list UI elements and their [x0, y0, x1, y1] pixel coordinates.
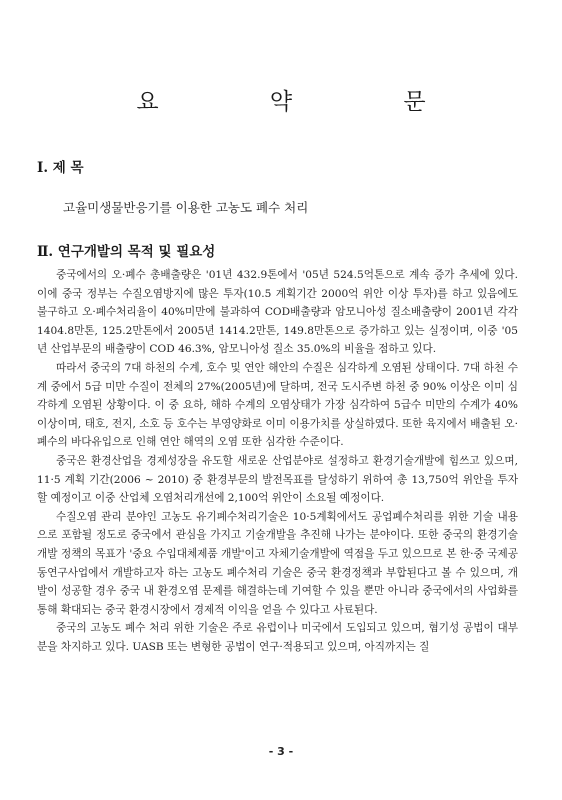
paragraph: 수질오염 관리 분야인 고농도 유기폐수처리기술은 10·5계획에서도 공업폐수처리를 위한 기술 내용으로 포함될 정도로 중국에서 관심을 가지고 기술개발을 추진해 나가는 분야이다. 또한 중국의 환경기술 개발 정책의 목표가 '중요 수입대체제품 개발'이고 자체기술개발에 역점을 두고 있으므로 본 한·중 국제공동연구사업에서 개발하고자 하는 고농도 폐수처리 기술은 중국 환경정책과 부합된다고 볼 수 있으며, 개발이 성공할 경우 중국 내 환경오염 문제를 해결하는데 기여할 수 있을 뿐만 아니라 중국에서의 사업화를 통해 확대되는 중국 환경시장에서 경제적 이익을 얻을 수 있다고 사료된다. [37, 510, 518, 616]
section-heading-purpose: Ⅱ. 연구개발의 목적 및 필요성 [37, 244, 216, 260]
research-subject: 고율미생물반응기를 이용한 고농도 폐수 처리 [63, 200, 309, 215]
page-title: 요 약 문 [136, 89, 478, 115]
paragraph: 따라서 중국의 7대 하천의 수계, 호수 및 연안 해안의 수질은 심각하게 오염된 상태이다. 7대 하천 수계 중에서 5급 미만 수질이 전체의 27%(2005년)에 달하며, 전국 도시주변 하천 중 90% 이상은 이미 심각하게 오염된 상황이다. 이 중 요하, 해하 수계의 오염상태가 가장 심각하여 5급수 미만의 수계가 40% 이상이며, 태호, 전지, 소호 등 호수는 부영양화로 이미 이용가치를 상실하였다. 또한 육지에서 배출된 오·폐수의 바다유입으로 인해 연안 해역의 오염 또한 심각한 수준이다. [37, 361, 518, 449]
section-heading-title: Ⅰ. 제 목 [37, 160, 84, 176]
paragraph: 중국의 고농도 폐수 처리 위한 기술은 주로 유럽이나 미국에서 도입되고 있으며, 혐기성 공법이 대부분을 차지하고 있다. UASB 또는 변형한 공법이 연구·적용되고 있으며, 아직까지는 질 [37, 622, 518, 653]
paragraph: 중국은 환경산업을 경제성장을 유도할 새로운 산업분야로 설정하고 환경기술개발에 힘쓰고 있으며, 11·5 계획 기간(2006 ~ 2010) 중 환경부문의 발전목표를 달성하기 위하여 총 13,750억 위안을 투자할 예정이고 이중 산업체 오염처리개선에 2,100억 위안이 소요될 예정이다. [37, 454, 518, 505]
body-text [37, 266, 518, 656]
paragraph: 중국에서의 오·폐수 총배출량은 '01년 432.9톤에서 '05년 524.5억톤으로 계속 증가 추세에 있다. 이에 중국 정부는 수질오염방지에 많은 투자(10.5 계획기간 2000억 위안 이상 투자)를 하고 있음에도 불구하고 오·폐수처리율이 40%미만에 불과하여 COD배출량과 암모니아성 질소배출량이 2001년 각각 1404.8만톤, 125.2만톤에서 2005년 1414.2만톤, 149.8만톤으로 증가하고 있는 실정이며, 이중 '05년 산업부문의 배출량이 COD 46.3%, 암모니아성 질소 35.0%의 비율을 점하고 있다. [37, 269, 518, 356]
page-number: - 3 - [268, 745, 294, 758]
